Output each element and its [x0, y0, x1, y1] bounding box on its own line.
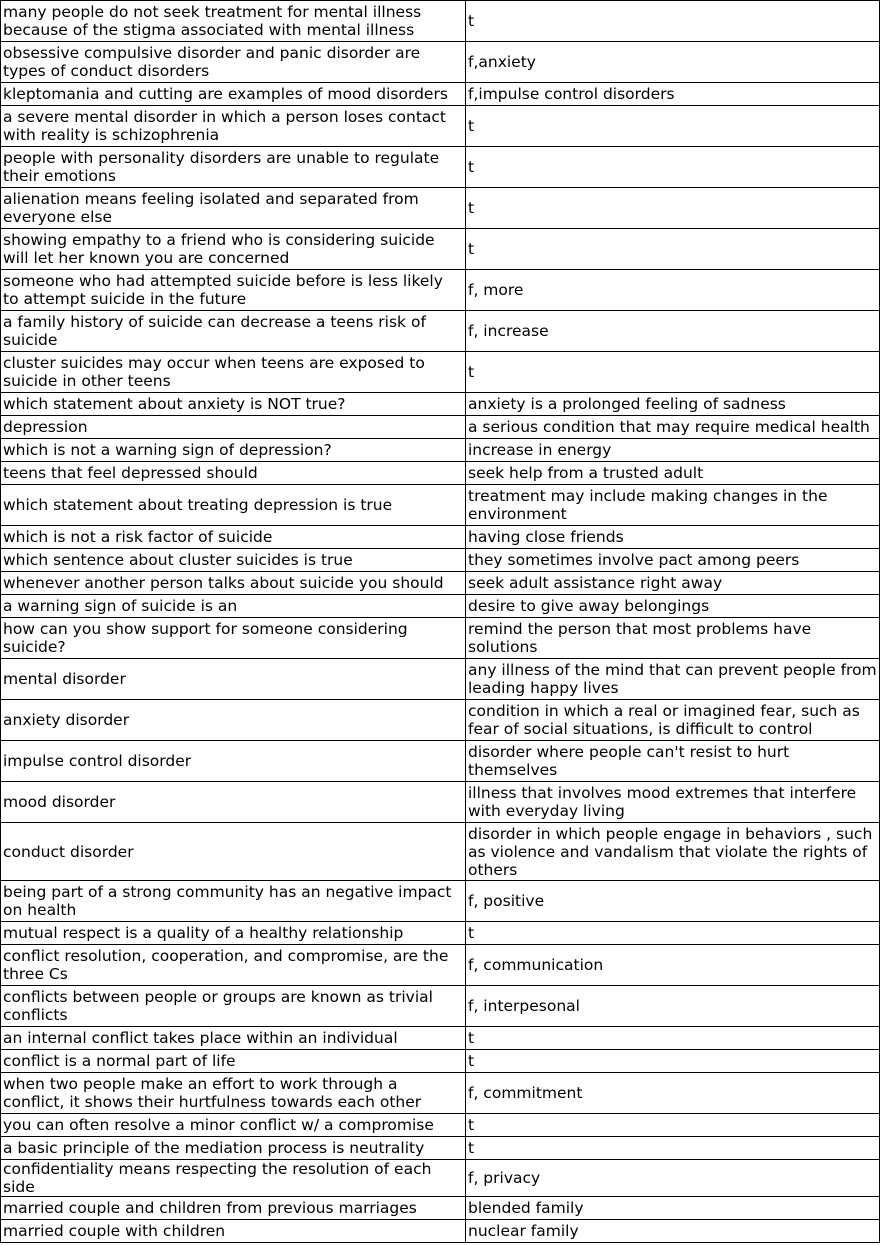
table-row — [1, 881, 880, 922]
table-row — [1, 945, 880, 986]
definition-cell: f,anxiety — [466, 42, 880, 83]
definition-cell: t — [466, 229, 880, 270]
definition-cell: t — [466, 147, 880, 188]
definition-cell: anxiety is a prolonged feeling of sadness — [466, 393, 880, 416]
table-row — [1, 823, 880, 881]
definition-cell: t — [466, 1137, 880, 1160]
table-row — [1, 549, 880, 572]
table-row — [1, 1197, 880, 1220]
definition-cell: treatment may include making changes in the environment — [466, 485, 880, 526]
term-cell: people with personality disorders are unable to regulate their emotions — [1, 147, 466, 188]
term-cell: conflicts between people or groups are known as trivial conflicts — [1, 986, 466, 1027]
definition-cell: f,impulse control disorders — [466, 83, 880, 106]
term-cell: a severe mental disorder in which a person loses contact with reality is schizophrenia — [1, 106, 466, 147]
definition-cell: t — [466, 106, 880, 147]
term-cell: obsessive compulsive disorder and panic disorder are types of conduct disorders — [1, 42, 466, 83]
table-row — [1, 188, 880, 229]
definition-cell: f, communication — [466, 945, 880, 986]
table-row — [1, 618, 880, 659]
term-cell: married couple with children — [1, 1220, 466, 1243]
term-cell: mutual respect is a quality of a healthy relationship — [1, 922, 466, 945]
table-row — [1, 526, 880, 549]
term-cell: which is not a warning sign of depression? — [1, 439, 466, 462]
table-row — [1, 1220, 880, 1243]
term-cell: anxiety disorder — [1, 700, 466, 741]
definition-cell: t — [466, 1050, 880, 1073]
term-cell: which sentence about cluster suicides is true — [1, 549, 466, 572]
term-cell: cluster suicides may occur when teens are exposed to suicide in other teens — [1, 352, 466, 393]
definition-cell: t — [466, 1114, 880, 1137]
table-row — [1, 1050, 880, 1073]
term-cell: alienation means feeling isolated and separated from everyone else — [1, 188, 466, 229]
term-cell: conflict is a normal part of life — [1, 1050, 466, 1073]
term-cell: married couple and children from previous marriages — [1, 1197, 466, 1220]
term-cell: conflict resolution, cooperation, and compromise, are the three Cs — [1, 945, 466, 986]
term-cell: which statement about anxiety is NOT true? — [1, 393, 466, 416]
table-row — [1, 1, 880, 42]
table-row — [1, 106, 880, 147]
definition-cell: f, commitment — [466, 1073, 880, 1114]
table-row — [1, 42, 880, 83]
term-cell: mental disorder — [1, 659, 466, 700]
term-cell: being part of a strong community has an negative impact on health — [1, 881, 466, 922]
table-row — [1, 83, 880, 106]
definition-cell: t — [466, 922, 880, 945]
definition-cell: disorder in which people engage in behaviors , such as violence and vandalism that violate the rights of others — [466, 823, 880, 881]
term-cell: a basic principle of the mediation process is neutrality — [1, 1137, 466, 1160]
table-row — [1, 311, 880, 352]
table-row — [1, 986, 880, 1027]
term-cell: how can you show support for someone considering suicide? — [1, 618, 466, 659]
table-row — [1, 439, 880, 462]
definition-cell: disorder where people can't resist to hurt themselves — [466, 741, 880, 782]
term-cell: an internal conflict takes place within an individual — [1, 1027, 466, 1050]
definition-cell: desire to give away belongings — [466, 595, 880, 618]
term-cell: impulse control disorder — [1, 741, 466, 782]
table-row — [1, 416, 880, 439]
definition-cell: f, interpesonal — [466, 986, 880, 1027]
definition-cell: t — [466, 1027, 880, 1050]
definition-cell: seek help from a trusted adult — [466, 462, 880, 485]
table-row — [1, 922, 880, 945]
term-cell: a family history of suicide can decrease a teens risk of suicide — [1, 311, 466, 352]
table-row — [1, 659, 880, 700]
table-row — [1, 485, 880, 526]
table-row — [1, 352, 880, 393]
term-cell: depression — [1, 416, 466, 439]
definition-cell: t — [466, 352, 880, 393]
term-cell: which statement about treating depression is true — [1, 485, 466, 526]
term-cell: a warning sign of suicide is an — [1, 595, 466, 618]
term-cell: when two people make an effort to work through a conflict, it shows their hurtfulness towards each other — [1, 1073, 466, 1114]
term-cell: you can often resolve a minor conflict w/ a compromise — [1, 1114, 466, 1137]
table-row — [1, 270, 880, 311]
definition-cell: condition in which a real or imagined fear, such as fear of social situations, is difficult to control — [466, 700, 880, 741]
definition-cell: seek adult assistance right away — [466, 572, 880, 595]
definition-cell: blended family — [466, 1197, 880, 1220]
term-cell: showing empathy to a friend who is considering suicide will let her known you are concerned — [1, 229, 466, 270]
definition-cell: increase in energy — [466, 439, 880, 462]
term-cell: many people do not seek treatment for mental illness because of the stigma associated with mental illness — [1, 1, 466, 42]
definition-cell: having close friends — [466, 526, 880, 549]
table-row — [1, 1160, 880, 1197]
term-cell: which is not a risk factor of suicide — [1, 526, 466, 549]
table-row — [1, 595, 880, 618]
definition-cell: t — [466, 188, 880, 229]
definition-cell: illness that involves mood extremes that interfere with everyday living — [466, 782, 880, 823]
table-row — [1, 572, 880, 595]
table-row — [1, 147, 880, 188]
term-cell: conduct disorder — [1, 823, 466, 881]
definition-cell: a serious condition that may require medical health — [466, 416, 880, 439]
definition-cell: f, positive — [466, 881, 880, 922]
term-cell: confidentiality means respecting the resolution of each side — [1, 1160, 466, 1197]
table-row — [1, 782, 880, 823]
definition-cell: remind the person that most problems have solutions — [466, 618, 880, 659]
table-row — [1, 741, 880, 782]
definition-cell: f, more — [466, 270, 880, 311]
term-cell: mood disorder — [1, 782, 466, 823]
table-row — [1, 1027, 880, 1050]
table-row — [1, 1114, 880, 1137]
definition-cell: f, privacy — [466, 1160, 880, 1197]
flashcard-rows — [1, 1, 880, 1243]
table-row — [1, 700, 880, 741]
term-cell: teens that feel depressed should — [1, 462, 466, 485]
definition-cell: nuclear family — [466, 1220, 880, 1243]
table-row — [1, 462, 880, 485]
definition-cell: f, increase — [466, 311, 880, 352]
table-row — [1, 1073, 880, 1114]
table-row — [1, 1137, 880, 1160]
term-cell: whenever another person talks about suicide you should — [1, 572, 466, 595]
definition-cell: t — [466, 1, 880, 42]
definition-cell: any illness of the mind that can prevent people from leading happy lives — [466, 659, 880, 700]
term-cell: someone who had attempted suicide before is less likely to attempt suicide in the future — [1, 270, 466, 311]
table-row — [1, 393, 880, 416]
definition-cell: they sometimes involve pact among peers — [466, 549, 880, 572]
term-cell: kleptomania and cutting are examples of mood disorders — [1, 83, 466, 106]
table-row — [1, 229, 880, 270]
